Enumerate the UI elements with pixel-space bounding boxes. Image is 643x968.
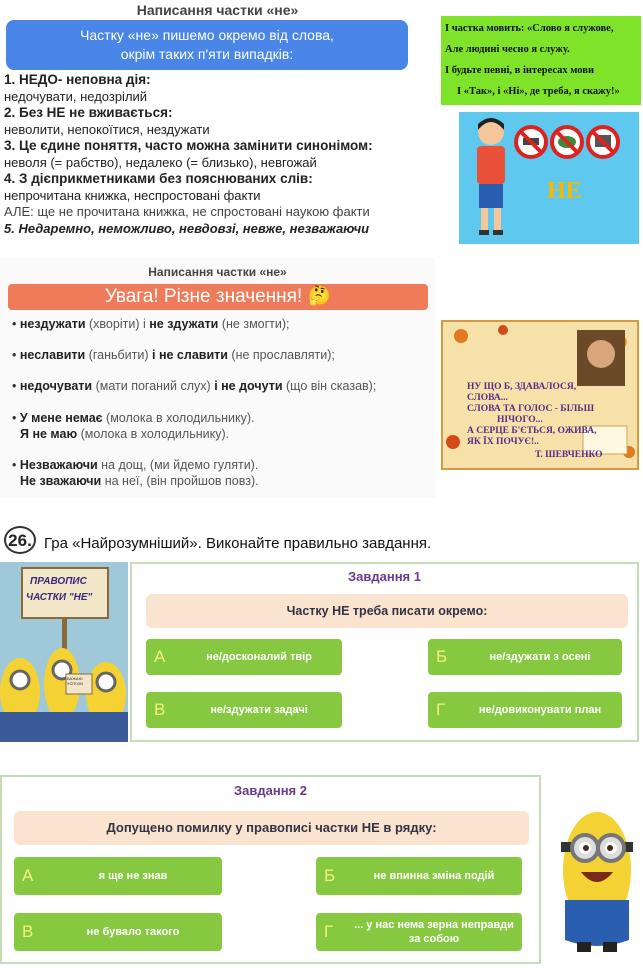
sign-line-1: ПРАВОПИС bbox=[30, 576, 87, 587]
task-1-panel bbox=[130, 562, 639, 742]
rules-banner bbox=[6, 20, 408, 70]
meaning-section bbox=[0, 258, 435, 498]
rule-example: неволити, непокоїтися, нездужати bbox=[4, 121, 210, 137]
rules-list bbox=[4, 72, 434, 237]
task-title: Завдання 2 bbox=[234, 783, 307, 798]
task-question: Допущено помилку у правописі частки НЕ в рядку: bbox=[14, 811, 529, 845]
answer-option-b[interactable]: Б не впинна зміна подій bbox=[316, 857, 522, 895]
boy-illustration bbox=[459, 112, 639, 244]
poem-quote bbox=[441, 16, 641, 105]
rules-section bbox=[0, 0, 435, 248]
minion-illustration bbox=[553, 800, 641, 960]
task-number: 26. bbox=[4, 526, 36, 554]
task-question: Частку НЕ треба писати окремо: bbox=[146, 594, 628, 628]
rule-heading: 3. Це єдине поняття, часто можна замінити синонімом: bbox=[4, 138, 373, 153]
list-item: • неславити (ганьбити) і не славити (не прославляти); bbox=[12, 348, 335, 362]
list-item: • недочувати (мати поганий слух) і не дочути (що він сказав); bbox=[12, 379, 377, 393]
rule-example: непрочитана книжка, неспростовані факти bbox=[4, 187, 261, 203]
rule-heading: 4. З дієприкметниками без пояснюваних слів: bbox=[4, 171, 313, 186]
minions-icon bbox=[0, 562, 128, 742]
quote-line: І «Так», і «Ні», де треба, я скажу!» bbox=[457, 86, 620, 97]
rule-heading: 2. Без НЕ не вживається: bbox=[4, 105, 173, 120]
rule-example: неволя (= рабство), недалеко (= близько), невгожай bbox=[4, 154, 317, 170]
attention-banner: Увага! Різне значення! 🤔 bbox=[8, 284, 428, 310]
shevchenko-poster bbox=[441, 320, 639, 470]
rule-example: недочувати, недозрілий bbox=[4, 88, 148, 104]
badge-text: БАЖАЮ УСПІХІВ bbox=[67, 676, 83, 686]
list-item: Не зважаючи на неї, (він пройшов повз). bbox=[20, 474, 259, 488]
task-2-panel bbox=[0, 775, 541, 964]
quote-line: І частка мовить: «Слово я служове, bbox=[445, 23, 614, 34]
answer-option-b[interactable]: Б не/здужати з осені bbox=[428, 639, 622, 675]
rule-heading: 1. НЕДО- неповна дія: bbox=[4, 72, 151, 87]
answer-option-v[interactable]: В не/здужати задачі bbox=[146, 692, 342, 728]
quote-line: Але людині чесно я служу. bbox=[445, 44, 570, 55]
rule-exception: АЛЕ: ще не прочитана книжка, не спростовані наукою факти bbox=[4, 204, 370, 219]
section-title: Написання частки «не» bbox=[136, 2, 299, 18]
answer-option-a[interactable]: А я ще не знав bbox=[14, 857, 222, 895]
task-title: Завдання 1 bbox=[348, 569, 421, 584]
sign-line-2: ЧАСТКИ "НЕ" bbox=[26, 592, 93, 603]
poster-text: НУ ЩО Б, ЗДАВАЛОСЯ, СЛОВА... СЛОВА ТА ГОЛОС - БІЛЬШ НІЧОГО... А СЕРЦЕ Б'ЄТЬСЯ, ОЖИВА, ЯК ЇХ ПОЧУЄ!.. bbox=[467, 382, 597, 447]
ne-label: НЕ bbox=[547, 178, 582, 204]
poster-author: Т. ШЕВЧЕНКО bbox=[535, 450, 603, 460]
quote-line: І будьте певні, в інтересах мови bbox=[445, 65, 594, 76]
banner-line-1: Частку «не» пишемо окремо від слова, bbox=[80, 27, 334, 43]
list-item: • У мене немає (молока в холодильнику). bbox=[12, 411, 255, 425]
banner-line-2: окрім таких п'яти випадків: bbox=[120, 46, 294, 62]
answer-option-v[interactable]: В не бувало такого bbox=[14, 913, 222, 951]
list-item: • Незважаючи на дощ, (ми йдемо гуляти). bbox=[12, 458, 259, 472]
minions-illustration bbox=[0, 562, 128, 742]
rule-five: 5. Недаремно, неможливо, невдовзі, невже, незважаючи bbox=[4, 220, 370, 236]
answer-option-g[interactable]: Г ... у нас нема зерна неправди за собою bbox=[316, 913, 522, 951]
answer-option-a[interactable]: А не/досконалий твір bbox=[146, 639, 342, 675]
section-title: Написання частки «не» bbox=[148, 265, 287, 279]
answer-option-g[interactable]: Г не/довиконувати план bbox=[428, 692, 622, 728]
list-item: Я не маю (молока в холодильнику). bbox=[20, 427, 230, 441]
list-item: • нездужати (хворіти) і не здужати (не змогти); bbox=[12, 317, 290, 331]
task-heading: Гра «Найрозумніший». Виконайте правильно завдання. bbox=[44, 535, 432, 552]
minion-icon bbox=[553, 800, 641, 960]
